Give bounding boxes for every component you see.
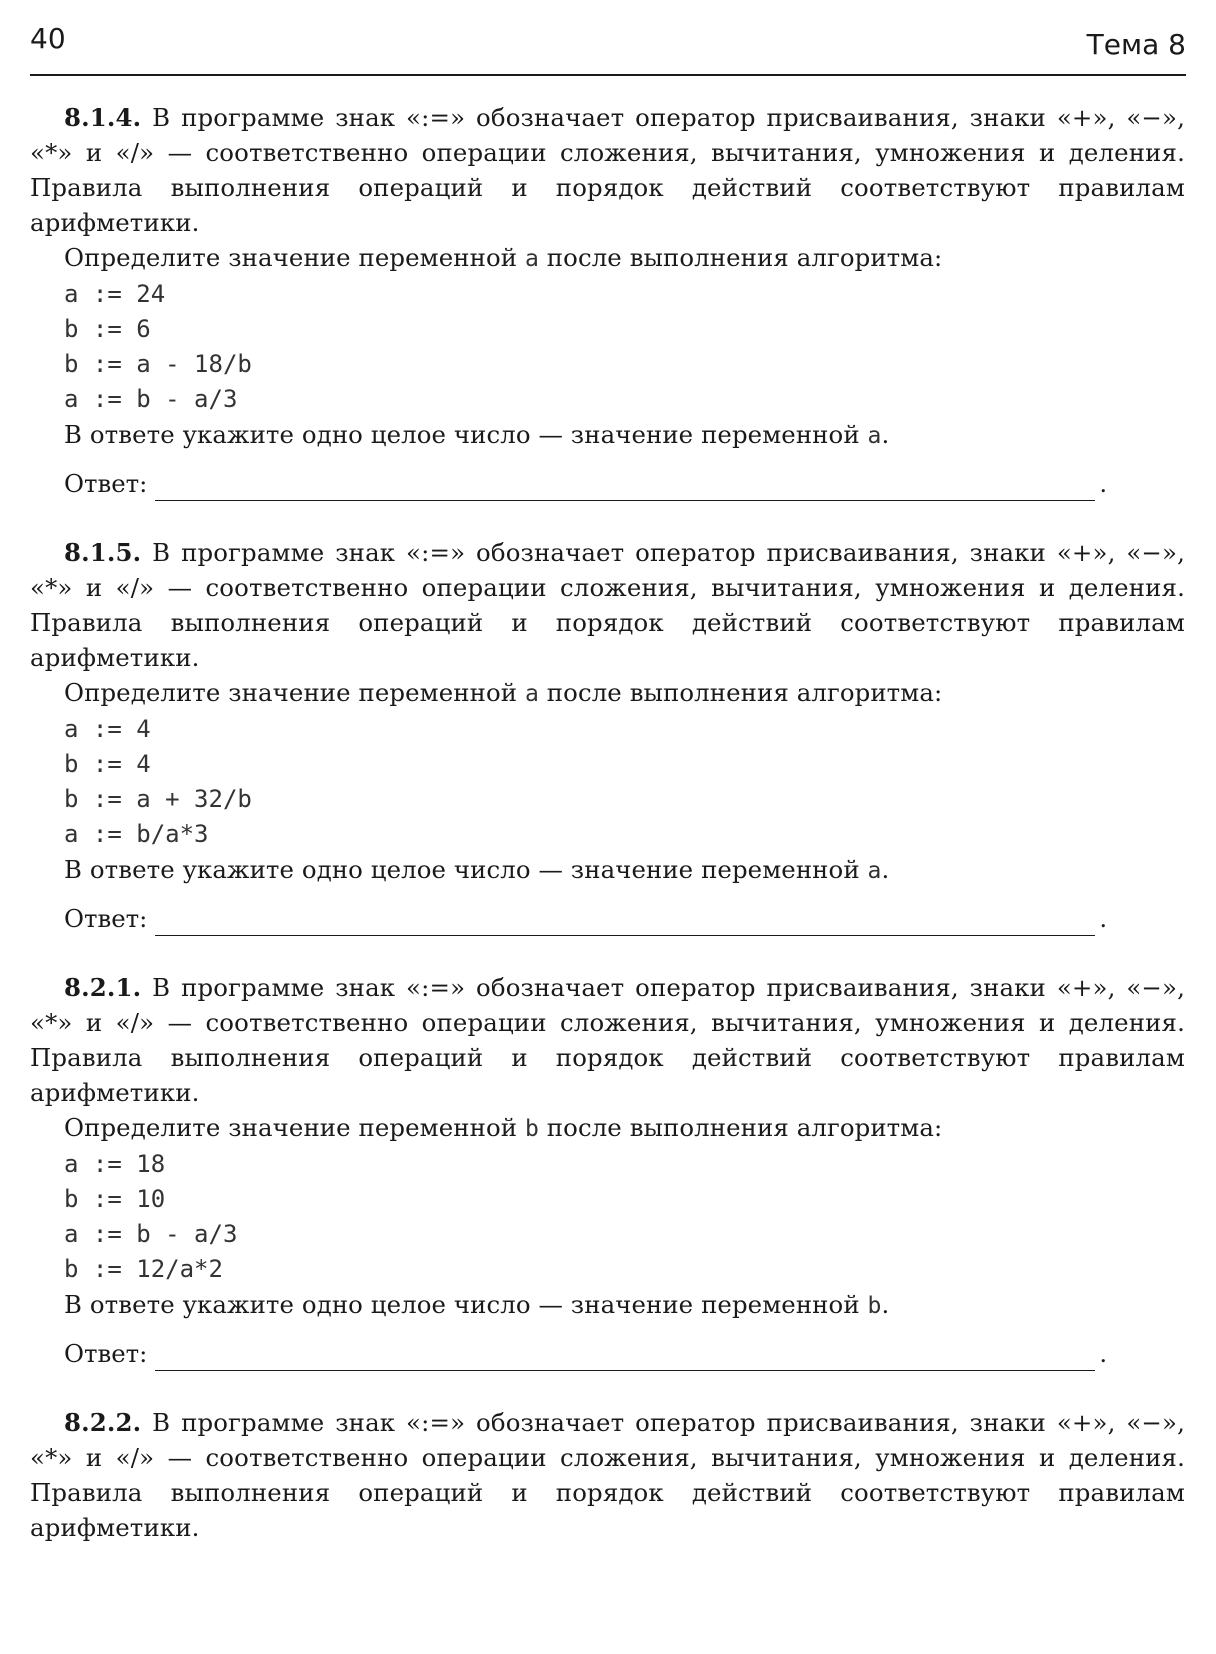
question-variable: a (525, 681, 539, 707)
problem-number: 8.1.5. (64, 538, 142, 567)
problem-question (30, 1110, 1185, 1147)
answer-label: Ответ: (64, 469, 148, 498)
answer-field[interactable] (155, 907, 1095, 936)
answer-instruction (30, 852, 1185, 889)
instruction-suffix: . (881, 420, 890, 449)
answer-end: . (1099, 1339, 1108, 1368)
problem-question (30, 675, 1185, 712)
code-line: a := 18 (64, 1150, 166, 1178)
code-line: a := 24 (64, 280, 166, 308)
question-suffix: после выполнения алгоритма: (538, 678, 943, 707)
instruction-variable: a (867, 858, 882, 884)
question-prefix: Определите значение переменной (64, 1113, 525, 1142)
problem-statement (30, 1405, 1185, 1545)
answer-instruction (30, 1287, 1185, 1324)
instruction-variable: a (867, 423, 882, 449)
problem-text: В программе знак «:=» обозначает оператор присваивания, знаки «+», «−», «*» и «/» — соответственно операции сложения, вычитания, умножения и деления. Правила выполнения операций и порядок действий соответствуют правилам арифметики. (30, 1408, 1185, 1542)
code-line: b := 4 (64, 750, 151, 778)
answer-row (30, 1336, 1185, 1371)
problem-statement (30, 100, 1185, 240)
code-line: b := 10 (64, 1185, 166, 1213)
code-line: a := 4 (64, 715, 151, 743)
problem-number: 8.2.2. (64, 1408, 142, 1437)
code-line: b := 6 (64, 315, 151, 343)
code-line: b := a + 32/b (64, 785, 252, 813)
problem-8-2-1 (30, 970, 1185, 1371)
instruction-suffix: . (881, 1290, 890, 1319)
problem-text: В программе знак «:=» обозначает оператор присваивания, знаки «+», «−», «*» и «/» — соответственно операции сложения, вычитания, умножения и деления. Правила выполнения операций и порядок действий соответствуют правилам арифметики. (30, 538, 1185, 672)
algorithm-code (30, 1147, 1185, 1287)
question-variable: b (525, 1116, 539, 1142)
answer-label: Ответ: (64, 904, 148, 933)
problem-text: В программе знак «:=» обозначает оператор присваивания, знаки «+», «−», «*» и «/» — соответственно операции сложения, вычитания, умножения и деления. Правила выполнения операций и порядок действий соответствуют правилам арифметики. (30, 973, 1185, 1107)
problem-8-1-4 (30, 100, 1185, 501)
code-line: b := a - 18/b (64, 350, 252, 378)
answer-field[interactable] (155, 472, 1095, 501)
question-variable: a (525, 246, 539, 272)
answer-label: Ответ: (64, 1339, 148, 1368)
problem-8-2-2 (30, 1405, 1185, 1545)
page-header (30, 22, 1186, 76)
instruction-variable: b (867, 1293, 882, 1319)
algorithm-code (30, 712, 1185, 852)
code-line: a := b - a/3 (64, 385, 238, 413)
algorithm-code (30, 277, 1185, 417)
code-line: a := b/a*3 (64, 820, 209, 848)
problem-text: В программе знак «:=» обозначает оператор присваивания, знаки «+», «−», «*» и «/» — соответственно операции сложения, вычитания, умножения и деления. Правила выполнения операций и порядок действий соответствуют правилам арифметики. (30, 103, 1185, 237)
question-prefix: Определите значение переменной (64, 678, 525, 707)
code-line: b := 12/a*2 (64, 1255, 223, 1283)
instruction-prefix: В ответе укажите одно целое число — значение переменной (64, 1290, 868, 1319)
question-suffix: после выполнения алгоритма: (538, 243, 943, 272)
page-number: 40 (30, 22, 66, 55)
answer-field[interactable] (155, 1342, 1095, 1371)
problem-number: 8.2.1. (64, 973, 142, 1002)
topic-title: Тема 8 (1086, 28, 1186, 61)
problem-question (30, 240, 1185, 277)
answer-row (30, 466, 1185, 501)
answer-end: . (1099, 469, 1108, 498)
code-line: a := b - a/3 (64, 1220, 238, 1248)
problem-number: 8.1.4. (64, 103, 142, 132)
problem-statement (30, 535, 1185, 675)
answer-instruction (30, 417, 1185, 454)
instruction-prefix: В ответе укажите одно целое число — значение переменной (64, 855, 868, 884)
problem-statement (30, 970, 1185, 1110)
problem-8-1-5 (30, 535, 1185, 936)
answer-row (30, 901, 1185, 936)
question-prefix: Определите значение переменной (64, 243, 525, 272)
answer-end: . (1099, 904, 1108, 933)
instruction-suffix: . (881, 855, 890, 884)
question-suffix: после выполнения алгоритма: (538, 1113, 943, 1142)
instruction-prefix: В ответе укажите одно целое число — значение переменной (64, 420, 868, 449)
